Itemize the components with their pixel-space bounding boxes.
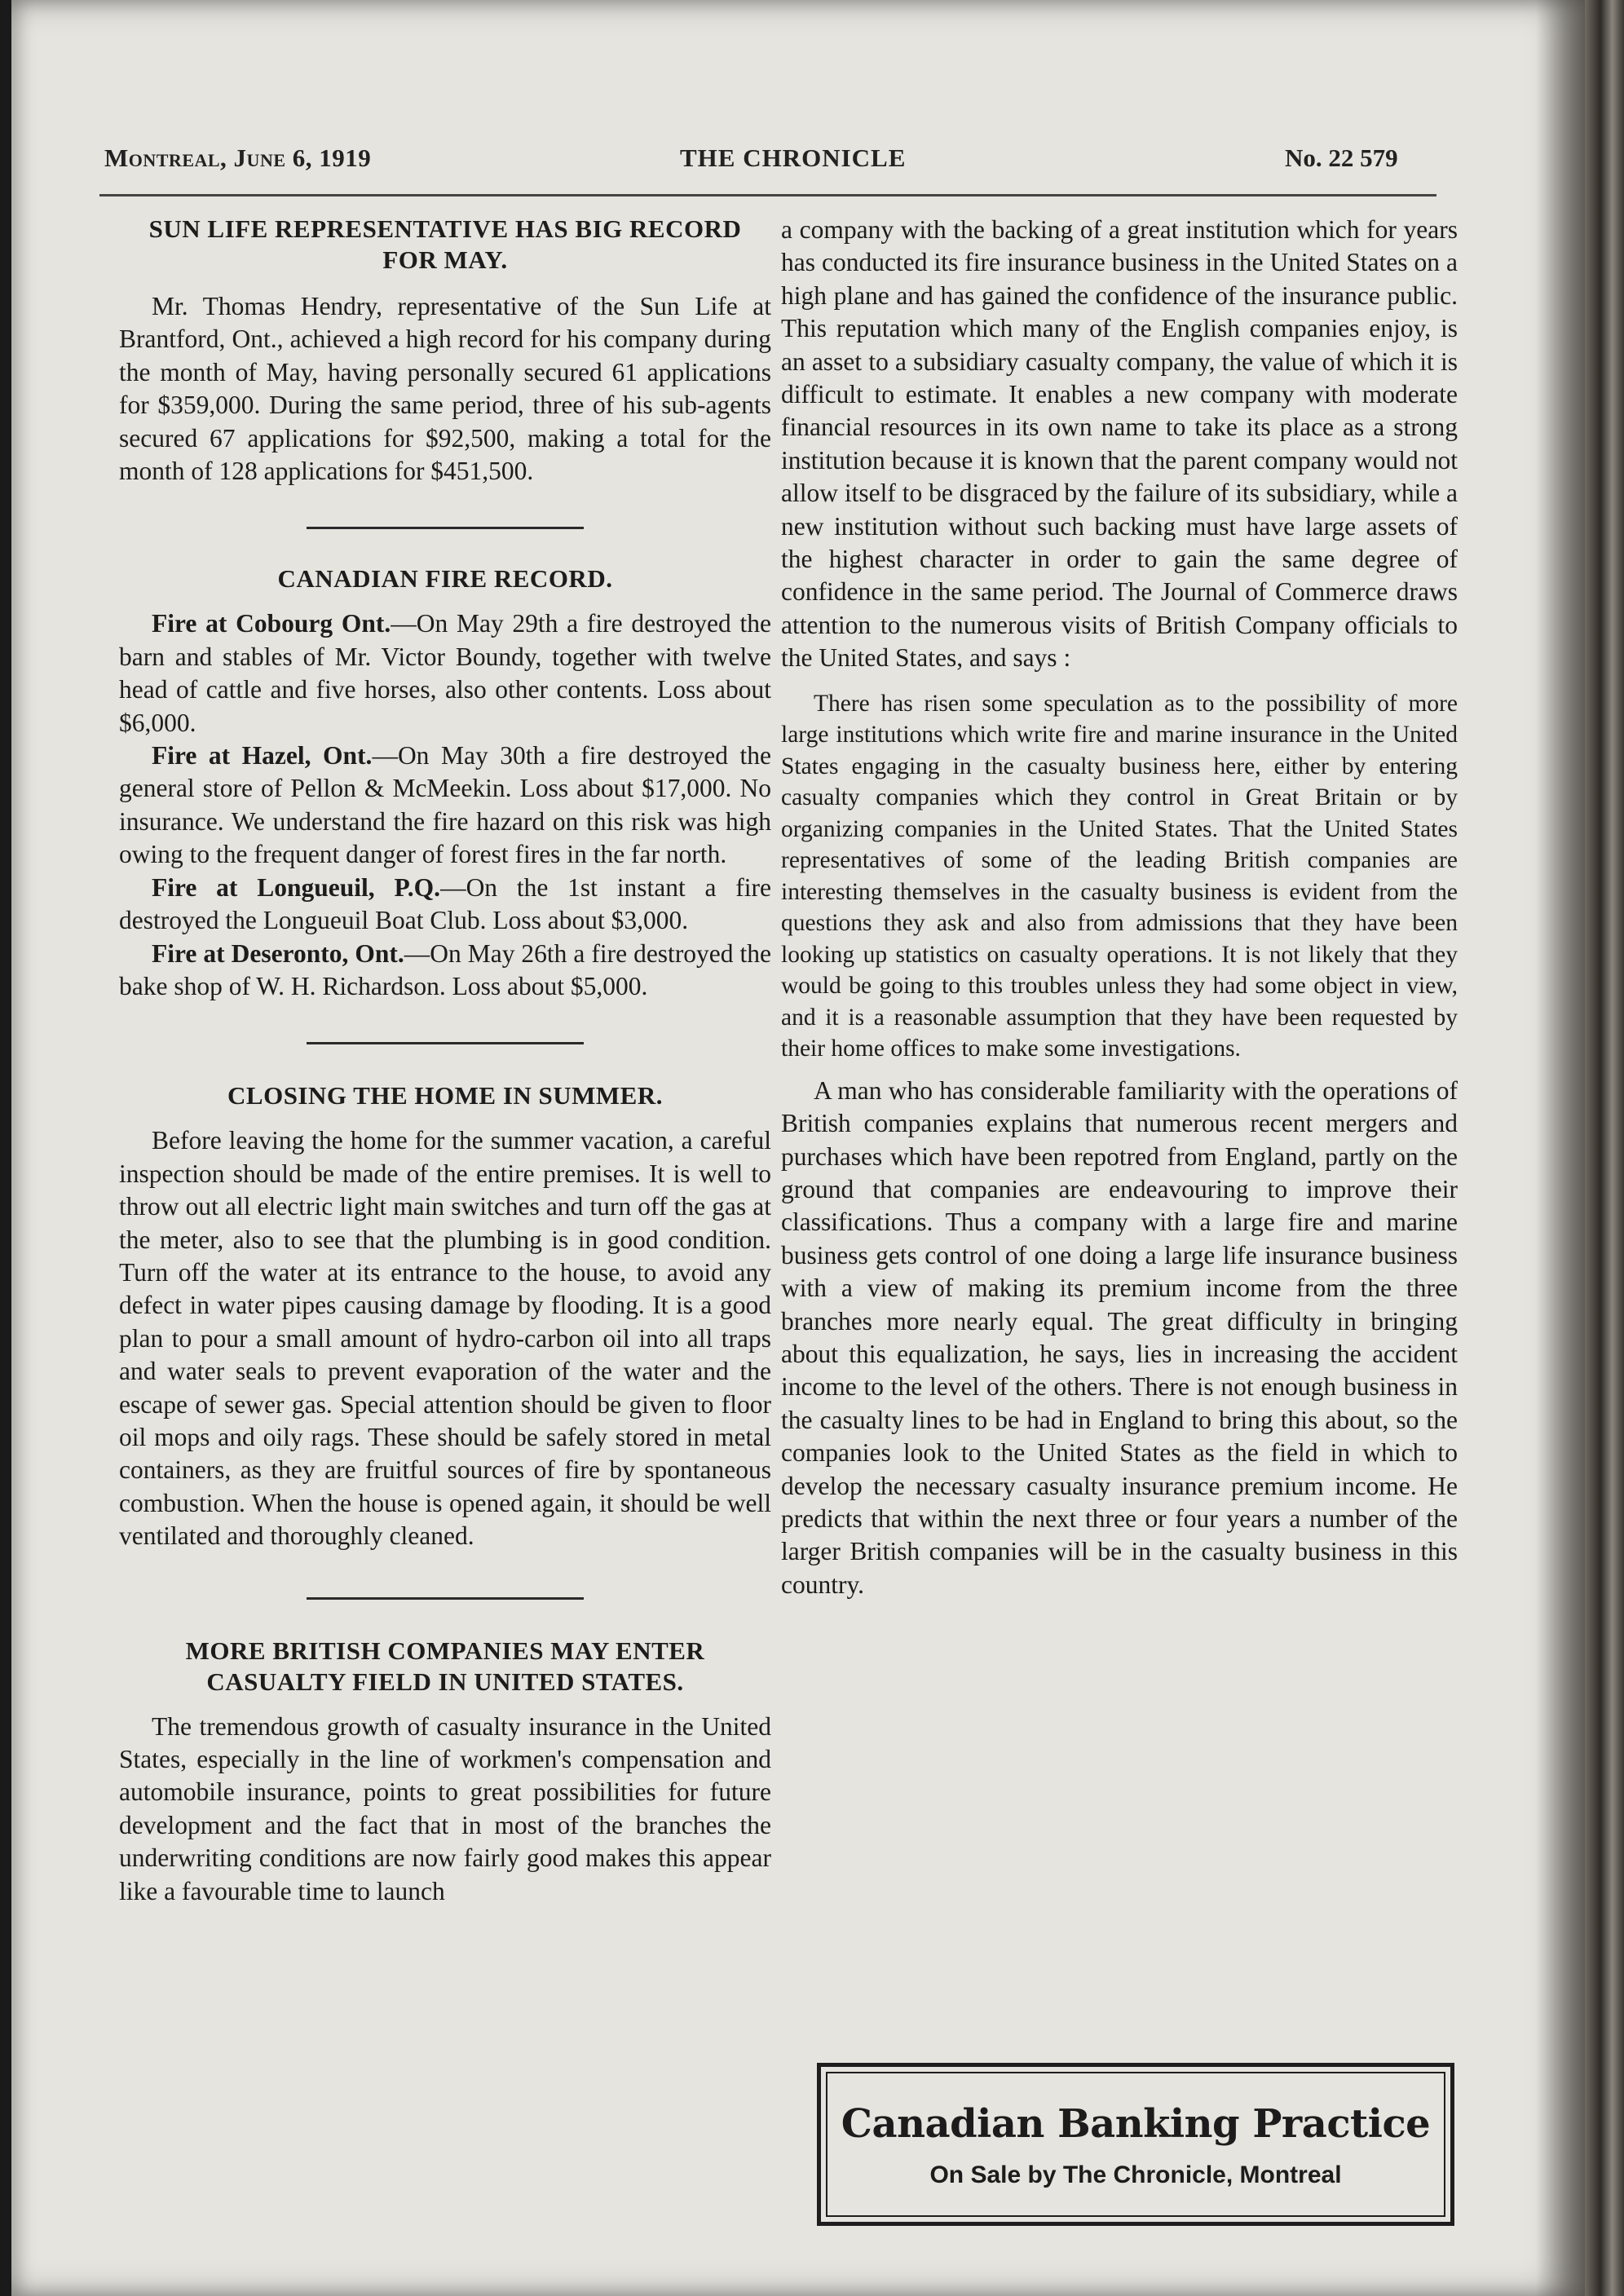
fire-item-text: —On the 1st instant a fire destroyed the Longueuil Boat Club. Loss about $3,000. xyxy=(119,872,771,935)
article-paragraph: A man who has considerable familiarity with the operations of British companies explains that numerous recent mergers and purchases which have been repotred from England, partly on the ground that companies are endeavouring to improve their classifications. Thus a company with a large fire and marine business gets control of one doing a large life insurance business with a view of making its premium income from the three branches more nearly equal. The great difficulty in bringing about this equalization, he says, lies in increasing the accident income to the level of the others. There is not enough business in the casualty lines to be had in England to bring this about, so the companies look to the United States as the field in which to develop the necessary casualty insurance premium income. He predicts that within the next three or four years a number of the larger British companies will be in the casualty business in this country. xyxy=(781,1075,1458,1599)
right-column xyxy=(781,214,1458,1601)
article-body-british-companies: The tremendous growth of casualty insurance in the United States, especially in the line of workmen's compensation and automobile insurance, points to great possibilities for future development and the fact that in most of the branches the underwriting conditions are now fairly good makes this appear like a favourable time to launch xyxy=(119,1711,771,1905)
fire-item-lead: Fire at Longueuil, P.Q. xyxy=(152,872,441,902)
header-date: Montreal, June 6, 1919 xyxy=(104,144,372,172)
article-title-closing-home: CLOSING THE HOME IN SUMMER. xyxy=(227,1081,663,1110)
article-body-sun-life: Mr. Thomas Hendry, representative of the Sun Life at Brantford, Ont., achieved a high record for his company during the month of May, having personally secured 61 applications for $359,000. During the same period, three of his sub-agents secured 67 applications for $92,500, making a total for the month of 128 applications for $451,500. xyxy=(119,292,771,486)
header-rule xyxy=(99,194,1436,196)
newspaper-page xyxy=(11,0,1585,2296)
book-spine xyxy=(1585,0,1624,2296)
section-divider xyxy=(307,1042,584,1044)
section-divider xyxy=(307,1597,584,1600)
fire-item-text: —On May 29th a fire destroyed the barn and stables of Mr. Victor Boundy, together with twelve head of cattle and five horses, also other contents. Loss about $6,000. xyxy=(119,609,771,737)
fire-item-lead: Fire at Cobourg Ont. xyxy=(152,609,391,638)
article-title-sun-life: SUN LIFE REPRESENTATIVE HAS BIG RECORD FOR MAY. xyxy=(148,214,742,274)
journal-of-commerce-quote: There has risen some speculation as to the possibility of more large institutions which write fire and marine insurance in the United States engaging in the casualty business here, either by entering casualty companies which they control in Great Britain or by organizing companies in the United States. That the United States representatives of some of the leading British companies are interesting themselves in the casualty business is evident from the questions they ask and also from admissions that they have been looking up statistics on casualty operations. It is not likely that they would be going to this troubles unless they had some object in view, and it is a reasonable assumption that they have been requested by their home offices to make some investigations. xyxy=(781,690,1458,1062)
article-continuation: a company with the backing of a great institution which for years has conducted its fire insurance business in the United States on a high plane and has gained the confidence of the insurance public. This reputation which many of the English companies enjoy, is an asset to a subsidiary casualty company, the value of which it is difficult to estimate. It enables a new company with moderate financial resources in its own name to take its place as a strong institution because it is known that the parent company would not allow itself to be disgraced by the failure of its subsidiary, while a new institution without such backing must have large assets of the highest character in order to gain the same degree of confidence in the same period. The Journal of Commerce draws attention to the numerous visits of British Company officials to the United States, and says : xyxy=(781,215,1458,673)
header-issue-page: No. 22 579 xyxy=(1285,144,1398,172)
section-divider xyxy=(307,527,584,529)
fire-item-text: —On May 26th a fire destroyed the bake shop of W. H. Richardson. Loss about $5,000. xyxy=(119,938,771,1000)
fire-item-hazel xyxy=(119,740,771,872)
fire-item-lead: Fire at Deseronto, Ont. xyxy=(152,938,404,968)
fire-item-text: —On May 30th a fire destroyed the general store of Pellon & McMeekin. Loss about $17,000. No insurance. We understand the fire hazard on this risk was high owing to the frequent danger of forest fires in the far north. xyxy=(119,741,771,869)
advertisement-title: Canadian Banking Practice xyxy=(841,2101,1431,2147)
article-body-closing-home: Before leaving the home for the summer vacation, a careful inspection should be made of the entire premises. It is well to throw out all electric light main switches and turn off the gas at the meter, also to see that the plumbing is in good condition. Turn off the water at its entrance to the house, to avoid any defect in water pipes causing damage by flooding. It is a good plan to pour a small amount of hydro-carbon oil into all traps and water seals to prevent evaporation of the water and the escape of sewer gas. Special attention should be given to floor oil mops and oily rags. These should be safely stored in metal containers, as they are fruitful sources of fire by spontaneous combustion. When the house is opened again, it should be well ventilated and thoroughly cleaned. xyxy=(119,1126,771,1551)
fire-item-longueuil xyxy=(119,872,771,938)
fire-item-cobourg xyxy=(119,607,771,740)
article-title-fire-record: CANADIAN FIRE RECORD. xyxy=(277,564,613,594)
advertisement-box xyxy=(817,2063,1454,2226)
left-column xyxy=(119,214,771,1908)
fire-item-deseronto xyxy=(119,938,771,1004)
header-masthead: THE CHRONICLE xyxy=(680,144,907,172)
article-title-british-companies: MORE BRITISH COMPANIES MAY ENTER CASUALTY FIELD IN UNITED STATES. xyxy=(185,1636,705,1696)
advertisement-subtitle: On Sale by The Chronicle, Montreal xyxy=(929,2161,1342,2188)
advertisement-inner-frame xyxy=(826,2072,1445,2217)
fire-item-lead: Fire at Hazel, Ont. xyxy=(152,741,373,770)
